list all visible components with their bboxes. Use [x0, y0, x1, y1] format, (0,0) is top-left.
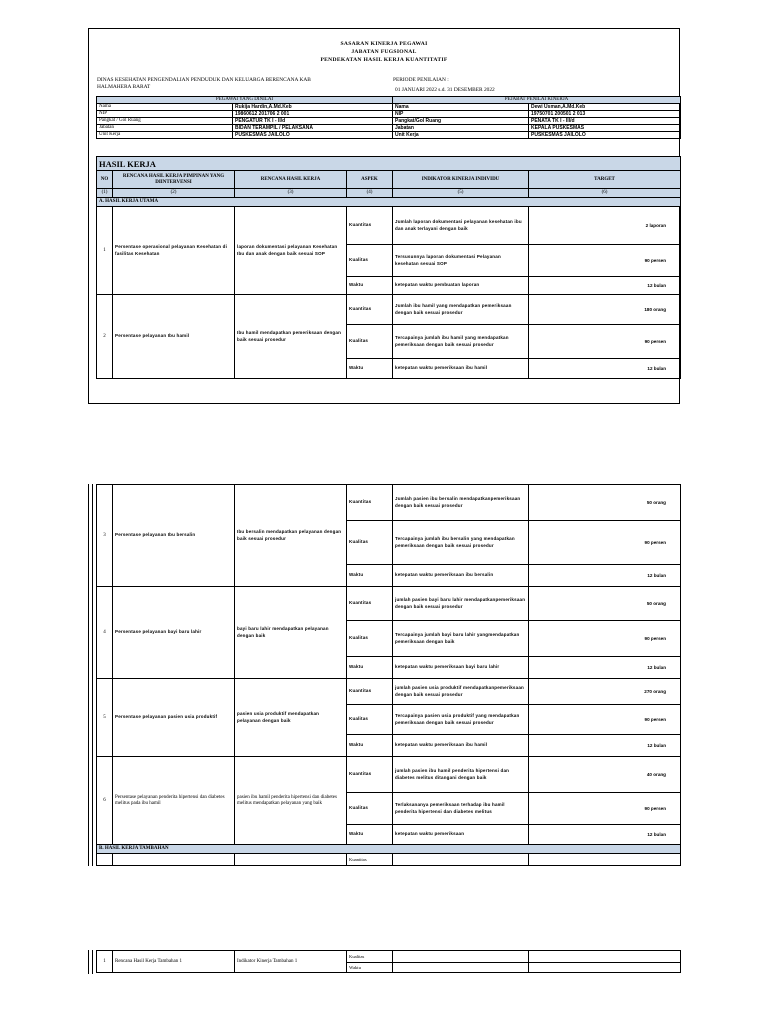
column-header: INDIKATOR KINERJA INDIVIDU — [393, 171, 529, 189]
column-header: NO — [97, 171, 113, 189]
rencana-cell: pasien usia produktif mendapatkan pelayanan dengan baik — [235, 679, 347, 757]
aspek-cell: Kuantitas — [347, 207, 393, 245]
target-cell: 90 persen — [529, 245, 681, 277]
table-row — [97, 485, 681, 521]
target-cell: 12 bulan — [529, 359, 681, 379]
aspek-cell: Kuantitas — [347, 679, 393, 705]
indikator-cell: ketepatan waktu pembuatan laporan — [393, 277, 529, 295]
row-number: 6 — [97, 757, 113, 845]
target-cell: 180 orang — [529, 295, 681, 325]
rencana-cell: laporan dokumentasi pelayanan Kesehatan Ibu dan anak dengan baik sesuai SOP — [235, 207, 347, 295]
period-label: PERIODE PENILAIAN : — [393, 77, 449, 83]
field-value: Dewi Usman,A.Md.Keb — [529, 104, 681, 111]
field-label: Nama — [97, 104, 233, 111]
page-2-margin-line — [92, 484, 93, 866]
section-a-label: A. HASIL KERJA UTAMA — [97, 198, 681, 207]
aspek-cell: Kuantitas — [347, 485, 393, 521]
rencana-cell: Ibu hamil mendapatkan pemeriksaan dengan baik sesuai prosedur — [235, 295, 347, 379]
appraiser-header: PEJABAT PENILAI KINERJA — [393, 97, 681, 104]
employee-row — [97, 118, 681, 125]
aspek-cell: Waktu — [347, 277, 393, 295]
indikator-cell: jumlah pasien usia produktif mendapatkanpemeriksaan dengan baik sesuai prosedur — [393, 679, 529, 705]
table-row — [97, 587, 681, 621]
row-number: 4 — [97, 587, 113, 679]
target-cell: 2 laporan — [529, 207, 681, 245]
pimpinan-cell: Persentase pelayanan pasien usia produktif — [113, 679, 235, 757]
field-value: Rukija Hardin,A.Md.Keb — [233, 104, 393, 111]
column-number: (4) — [347, 189, 393, 198]
indikator-cell: Jumlah pasien ibu bersalin mendapatkanpemeriksaan dengan baik sesuai prosedur — [393, 485, 529, 521]
indikator-cell: Tersusunnya laporan dokumentasi Pelayanan kesehatan sesuai SOP — [393, 245, 529, 277]
indikator-cell: ketepatan waktu pemeriksaan — [393, 825, 529, 845]
field-value: PENATA TK I - III/d — [529, 118, 681, 125]
page-2-margin-line — [88, 484, 89, 866]
hasil-kerja-heading: HASIL KERJA — [97, 157, 681, 171]
aspek-cell: Waktu — [347, 565, 393, 587]
employee-row — [97, 125, 681, 132]
field-label: Pangkat/Gol Ruang — [393, 118, 529, 125]
aspek-cell: Kualitas — [347, 951, 393, 963]
column-header: RENCANA HASIL KERJA PIMPINAN YANG DIINTERVENSI — [113, 171, 235, 189]
indikator-cell: Terlaksananya pemeriksaan terhadap ibu hamil penderita hipertensi dan diabetes melitus — [393, 793, 529, 825]
field-label: Unit Kerja — [97, 132, 233, 139]
target-cell: 40 orang — [529, 757, 681, 793]
row-number: 3 — [97, 485, 113, 587]
aspek-cell: Kualitas — [347, 245, 393, 277]
field-label: Nama — [393, 104, 529, 111]
target-cell: 90 persen — [529, 793, 681, 825]
indikator-cell: ketepatan waktu pemeriksaan ibu hamil — [393, 359, 529, 379]
field-value: BIDAN TERAMPIL / PELAKSANA — [233, 125, 393, 132]
aspek-cell: Kuantitas — [347, 587, 393, 621]
aspek-cell: Kualitas — [347, 705, 393, 735]
column-header: TARGET — [529, 171, 681, 189]
column-header: ASPEK — [347, 171, 393, 189]
indikator-cell: Jumlah laporan dokumentasi pelayanan kesehatan ibu dan anak terlayani dengan baik — [393, 207, 529, 245]
column-header: RENCANA HASIL KERJA — [235, 171, 347, 189]
table-row — [97, 951, 681, 963]
table-row — [97, 295, 681, 325]
field-value: PENGATUR TK I - II/d — [233, 118, 393, 125]
field-value: KEPALA PUSKESMAS — [529, 125, 681, 132]
pimpinan-cell: Persentase pelayanan bayi baru lahir — [113, 587, 235, 679]
appraisee-header: PEGAWAI YANG DINILAI — [97, 97, 393, 104]
employee-table — [96, 96, 681, 139]
employee-row — [97, 132, 681, 139]
aspek-cell: Waktu — [347, 359, 393, 379]
indikator-cell: Tercapainya pasien usia produktif yang mendapatkan pemeriksaan dengan baik sesuai prosedur — [393, 705, 529, 735]
aspek-cell: Kuantitas — [347, 295, 393, 325]
target-cell: 12 bulan — [529, 277, 681, 295]
target-cell: 90 persen — [529, 705, 681, 735]
column-number: (3) — [235, 189, 347, 198]
table-row — [97, 757, 681, 793]
aspek-cell: Waktu — [347, 657, 393, 679]
column-number: (6) — [529, 189, 681, 198]
page-3-margin-line — [92, 950, 93, 974]
field-label: Unit Kerja — [393, 132, 529, 139]
field-label: NIP — [97, 111, 233, 118]
doc-subtitle: JABATAN FUGSIONAL — [351, 49, 417, 55]
table-row — [97, 854, 681, 866]
aspek-cell: Kuantitas — [347, 854, 393, 866]
page-3-margin-line — [88, 950, 89, 974]
field-label: Pangkat / Gol Ruang — [97, 118, 233, 125]
pimpinan-cell: Persentase pelayanan Ibu bersalin — [113, 485, 235, 587]
field-value: 19860612 201706 2 001 — [233, 111, 393, 118]
row-number: 1 — [97, 951, 113, 973]
target-cell: 12 bulan — [529, 735, 681, 757]
hasil-kerja-table-page-2 — [96, 484, 681, 866]
doc-subtitle-approach: PENDEKATAN HASIL KERJA KUANTITATIF — [320, 57, 448, 63]
pimpinan-cell: Persentase pelayanan Ibu hamil — [113, 295, 235, 379]
agency-line-1: DINAS KESEHATAN PENGENDALIAN PENDUDUK DAN KELUARGA BERENCANA KAB — [97, 77, 311, 83]
target-cell: 12 bulan — [529, 657, 681, 679]
indikator-cell: Jumlah ibu hamil yang mendapatkan pemeriksaan dengan baik sesuai prosedur — [393, 295, 529, 325]
indikator-cell: ketepatan waktu pemeriksaan bayi baru lahir — [393, 657, 529, 679]
rencana-cell: Ibu bersalin mendapatkan pelayanan dengan baik sesuai prosedur — [235, 485, 347, 587]
indikator-cell: Tercapainya jumlah ibu hamil yang mendapatkan pemeriksaan dengan baik sesuai prosedur — [393, 325, 529, 359]
aspek-cell: Waktu — [347, 735, 393, 757]
table-row — [97, 207, 681, 245]
indikator-cell: jumlah pasien bayi baru lahir mendapatkanpemeriksaan dengan baik sesuai prosedur — [393, 587, 529, 621]
target-cell: 12 bulan — [529, 565, 681, 587]
aspek-cell: Waktu — [347, 825, 393, 845]
row-number: 5 — [97, 679, 113, 757]
row-number: 1 — [97, 207, 113, 295]
pimpinan-cell: Rencana Hasil Kerja Tambahan 1 — [113, 951, 235, 973]
column-number: (1) — [97, 189, 113, 198]
target-cell: 50 orang — [529, 587, 681, 621]
tambahan-table — [96, 950, 681, 973]
indikator-cell: ketepatan waktu pemeriksaan ibu bersalin — [393, 565, 529, 587]
indikator-cell: Tercapainya jumlah bayi baru lahir yangmendapatkan pemeriksaan dengan baik — [393, 621, 529, 657]
aspek-cell: Kualitas — [347, 621, 393, 657]
target-cell: 90 persen — [529, 521, 681, 565]
rencana-cell: pasien ibu hamil penderita hipertensi dan diabetes melitus mendapatkan pelayanan yang baik — [235, 757, 347, 845]
employee-row — [97, 111, 681, 118]
indikator-cell: Tercapainya jumlah ibu bersalin yang mendapatkan pemeriksaan dengan baik sesuai prosedur — [393, 521, 529, 565]
field-label: Jabatan — [393, 125, 529, 132]
doc-title: SASARAN KINERJA PEGAWAI — [340, 41, 428, 47]
employee-row — [97, 104, 681, 111]
target-cell: 270 orang — [529, 679, 681, 705]
indikator-cell: ketepatan waktu pemeriksaan ibu hamil — [393, 735, 529, 757]
row-number: 2 — [97, 295, 113, 379]
field-value: 19750701 200501 2 013 — [529, 111, 681, 118]
aspek-cell: Kualitas — [347, 793, 393, 825]
pimpinan-cell: Persentase pelayanan penderita hipertensi dan diabetes melitus pada ibu hamil — [113, 757, 235, 845]
indikator-cell: jumlah pasien ibu hamil penderita hipertensi dan diabetes melitus ditangani dengan baik — [393, 757, 529, 793]
field-label: NIP — [393, 111, 529, 118]
target-cell: 12 bulan — [529, 825, 681, 845]
column-number: (2) — [113, 189, 235, 198]
field-value: PUSKESMAS JAILOLO — [233, 132, 393, 139]
rencana-cell: bayi baru lahir mendapatkan pelayanan dengan baik — [235, 587, 347, 679]
table-row — [97, 679, 681, 705]
aspek-cell: Kuantitas — [347, 757, 393, 793]
column-number: (5) — [393, 189, 529, 198]
aspek-cell: Kualitas — [347, 325, 393, 359]
aspek-cell: Waktu — [347, 963, 393, 973]
field-label: Jabatan — [97, 125, 233, 132]
agency-line-2: HALMAHERA BARAT — [97, 84, 151, 90]
target-cell: 90 persen — [529, 621, 681, 657]
section-b-label: B. HASIL KERJA TAMBAHAN — [97, 845, 681, 854]
hasil-kerja-table-page-1 — [96, 156, 681, 379]
aspek-cell: Kualitas — [347, 521, 393, 565]
period-value: 01 JANUARI 2022 s.d. 31 DESEMBER 2022 — [395, 87, 495, 93]
target-cell: 50 orang — [529, 485, 681, 521]
pimpinan-cell: Persentase operasional pelayanan Kesehatan di fasilitas Kesehatan — [113, 207, 235, 295]
indikator-cell: Indikator Kinerja Tambahan 1 — [235, 951, 347, 973]
target-cell: 90 persen — [529, 325, 681, 359]
field-value: PUSKESMAS JAILOLO — [529, 132, 681, 139]
